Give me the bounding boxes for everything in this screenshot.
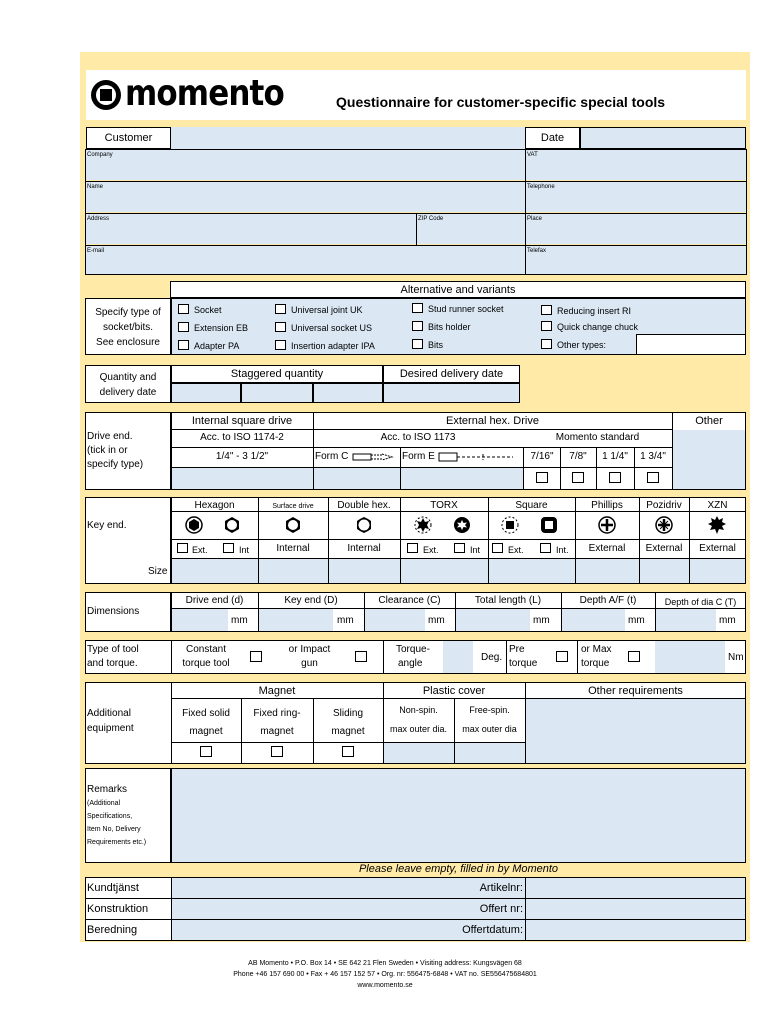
delivery-date-field[interactable]	[383, 383, 520, 403]
max-torque-checkbox[interactable]	[628, 651, 640, 662]
max-torque-label	[581, 643, 612, 671]
form-c-label: Form C	[315, 451, 349, 462]
torque-angle-line: angle	[398, 658, 423, 669]
torque-angle-field[interactable]	[443, 641, 473, 673]
square-ext-label: Ext.	[508, 545, 524, 555]
depth-af-header: Depth A/F (t)	[579, 595, 637, 606]
bits-label: Bits	[428, 340, 444, 350]
momento-standard: Momento standard	[555, 432, 640, 443]
other-drive-heading: Other	[695, 415, 723, 427]
xzn-external-label: External	[699, 543, 736, 554]
depth-af-field[interactable]	[562, 609, 625, 631]
other-drive-field[interactable]	[673, 430, 745, 489]
torque-label-line: Type of tool	[87, 644, 139, 655]
square-int-label: Int.	[556, 545, 569, 555]
torx-ext-label: Ext.	[423, 545, 439, 555]
divider	[383, 640, 384, 674]
size-7-8: 7/8"	[569, 451, 587, 462]
torque-label-line: and torque.	[87, 658, 138, 669]
universal-joint-label: Universal joint UK	[291, 305, 363, 315]
pozidriv-external-label: External	[645, 543, 683, 554]
remarks-field[interactable]	[171, 768, 746, 863]
nm-label: Nm	[728, 652, 744, 663]
fixed-ring-magnet-checkbox[interactable]	[271, 746, 283, 757]
other-types-checkbox[interactable]	[541, 339, 552, 349]
remarks-sublabel-line: (Additional	[87, 800, 121, 807]
internal-use-note: Please leave empty, filled in by Momento	[358, 863, 559, 875]
universal-socket-label: Universal socket US	[291, 323, 373, 333]
divider	[85, 245, 747, 246]
total-length-field[interactable]	[456, 609, 530, 631]
pozidriv-icon	[655, 516, 673, 534]
deg-label: Deg.	[481, 652, 503, 663]
surface-internal-label: Internal	[276, 543, 310, 554]
non-spin-line: Non-spin.	[399, 705, 438, 715]
kundtjanst-label: Kundtjänst	[87, 882, 139, 894]
company-footer	[0, 958, 770, 991]
constant-torque-label	[172, 643, 240, 671]
torx-ext-checkbox[interactable]	[407, 543, 418, 553]
max-torque-line: torque	[581, 658, 610, 669]
max-torque-line: or Max	[581, 644, 612, 655]
form-c-field[interactable]	[314, 468, 400, 489]
footer-address: AB Momento • P.O. Box 14 • SE 642 21 Flen Sweden • Visiting address: Kungsvägen 68	[248, 960, 522, 967]
quick-change-label: Quick change chuck	[557, 322, 639, 332]
socket-checkbox[interactable]	[178, 304, 189, 314]
torx-int-checkbox[interactable]	[454, 543, 465, 553]
hexagon-ext-checkbox[interactable]	[177, 543, 188, 553]
drive-label	[87, 430, 143, 472]
staggered-qty-1[interactable]	[171, 383, 241, 403]
alternatives-heading: Alternative and variants	[400, 284, 516, 296]
hexagon-int-checkbox[interactable]	[223, 543, 234, 553]
offert-nr-field[interactable]	[526, 899, 745, 919]
key-end-header: Key end (D)	[284, 595, 338, 606]
unit-mm: mm	[719, 615, 736, 626]
torque-label	[87, 643, 139, 671]
konstruktion-label: Konstruktion	[87, 903, 149, 915]
universal-socket-checkbox[interactable]	[275, 322, 286, 332]
extension-checkbox[interactable]	[178, 322, 189, 332]
company-label: Company	[87, 152, 113, 158]
pozidriv-size-field[interactable]	[640, 559, 689, 583]
name-label: Name	[87, 184, 104, 190]
torque-angle-line: Torque-	[396, 644, 430, 655]
impact-gun-label	[272, 643, 347, 671]
drive-label-line: Drive end.	[87, 431, 133, 442]
fixed-solid-magnet-checkbox[interactable]	[200, 746, 212, 757]
iso-internal: Acc. to ISO 1174-2	[200, 432, 284, 443]
hexagon-ext-label: Ext.	[192, 545, 208, 555]
double-hex-internal-label: Internal	[347, 543, 381, 554]
other-requirements-heading: Other requirements	[588, 685, 683, 697]
delivery-heading: Desired delivery date	[399, 368, 504, 380]
quantity-label-line: Quantity and	[99, 372, 157, 383]
sliding-magnet-line: Sliding	[332, 708, 364, 719]
offertdatum-field[interactable]	[526, 920, 745, 940]
divider	[560, 447, 561, 490]
impact-gun-checkbox[interactable]	[355, 651, 367, 662]
plastic-cover-heading: Plastic cover	[422, 685, 486, 697]
customer-frame	[85, 149, 747, 275]
telefax-label: Telefax	[527, 248, 547, 254]
date-heading: Date	[540, 132, 565, 144]
dimensions-label: Dimensions	[87, 606, 140, 617]
drive-end-header: Drive end (d)	[185, 595, 244, 606]
phillips-external-label: External	[588, 543, 626, 554]
brand-name: momento	[125, 73, 284, 114]
other-types-label: Other types:	[557, 340, 607, 350]
phillips-icon	[598, 516, 616, 534]
divider	[506, 640, 507, 674]
impact-gun-line: gun	[301, 658, 318, 669]
size-1-1-4: 1 1/4"	[602, 451, 628, 462]
free-spin-field[interactable]	[455, 743, 525, 763]
sliding-magnet-label	[313, 705, 383, 741]
fixed-solid-magnet-line: magnet	[189, 726, 223, 737]
customer-name-field[interactable]	[171, 127, 525, 149]
quick-change-checkbox[interactable]	[541, 321, 552, 331]
insertion-adapter-label: Insertion adapter IPA	[291, 341, 375, 351]
divider	[416, 213, 417, 245]
divider	[85, 181, 747, 182]
xzn-size-field[interactable]	[690, 559, 745, 583]
unit-mm: mm	[428, 615, 445, 626]
constant-torque-line: Constant	[185, 644, 227, 655]
double-hex-size-field[interactable]	[329, 559, 400, 583]
key-size-label: Size	[148, 566, 168, 577]
socket-label: Socket	[194, 305, 222, 315]
external-drive-heading: External hex. Drive	[446, 415, 539, 427]
hexagon-header: Hexagon	[194, 500, 235, 511]
remarks-sublabel-line: Requirements etc.)	[87, 839, 147, 846]
non-spin-field[interactable]	[384, 743, 454, 763]
form-e-field[interactable]	[401, 468, 523, 489]
depth-dia-header: Depth of dia C (T)	[664, 597, 737, 607]
internal-range: 1/4" - 3 1/2"	[215, 451, 269, 462]
free-spin-line: max outer dia	[462, 724, 517, 734]
drive-label-line: specify type)	[87, 459, 144, 470]
form-e-icon	[438, 452, 520, 462]
additional-label-line: Additional	[87, 708, 131, 719]
xzn-header: XZN	[707, 500, 728, 511]
square-int-icon	[540, 516, 558, 534]
phillips-header: Phillips	[591, 500, 623, 511]
hexagon-int-label: Int	[239, 545, 250, 555]
torx-int-label: Int	[470, 545, 481, 555]
pre-torque-line: torque	[509, 658, 538, 669]
additional-label-line: equipment	[87, 723, 134, 734]
square-size-field[interactable]	[489, 559, 575, 583]
divider	[577, 640, 578, 674]
quantity-label-line: delivery date	[99, 387, 157, 398]
clearance-header: Clearance (C)	[378, 595, 441, 606]
remarks-sublabel	[87, 797, 146, 849]
torque-angle-label	[396, 643, 430, 671]
alternatives-label-line: socket/bits.	[102, 322, 154, 333]
internal-drive-field[interactable]	[172, 468, 313, 489]
key-end-field[interactable]	[259, 609, 333, 631]
divider	[634, 447, 635, 490]
footer-phone: Phone +46 157 690 00 • Fax + 46 157 152 57 • Org. nr: 556475-6848 • VAT no. SE556475684801	[233, 971, 537, 978]
pre-torque-line: Pre	[509, 644, 525, 655]
clearance-field[interactable]	[365, 609, 425, 631]
square-header: Square	[515, 500, 548, 511]
square-ext-icon	[501, 516, 519, 534]
surface-drive-header: Surface drive	[272, 503, 314, 510]
address-label: Address	[87, 216, 110, 222]
form-c-icon	[352, 452, 398, 462]
form-e-label: Form E	[402, 451, 435, 462]
torx-header: TORX	[430, 500, 458, 511]
page-title: Questionnaire for customer-specific special tools	[336, 94, 666, 110]
brand-logo	[89, 73, 289, 114]
bits-holder-label: Bits holder	[428, 322, 471, 332]
divider	[525, 149, 526, 275]
torx-ext-icon	[414, 516, 432, 534]
remarks-sublabel-line: Item No, Delivery	[87, 826, 141, 833]
non-spin-label	[383, 701, 454, 739]
depth-dia-field[interactable]	[656, 609, 716, 631]
adapter-label: Adapter PA	[194, 341, 240, 351]
sliding-magnet-checkbox[interactable]	[342, 746, 354, 757]
non-spin-line: max outer dia.	[389, 724, 448, 734]
staggered-qty-2[interactable]	[241, 383, 313, 403]
place-label: Place	[527, 216, 543, 222]
fixed-ring-magnet-line: magnet	[260, 726, 294, 737]
artikelnr-label: Artikelnr:	[479, 882, 523, 894]
unit-mm: mm	[337, 615, 354, 626]
bits-holder-checkbox[interactable]	[412, 321, 423, 331]
unit-mm: mm	[533, 615, 550, 626]
xzn-icon	[708, 516, 726, 534]
fixed-solid-magnet-label	[171, 705, 241, 741]
divider	[171, 429, 672, 430]
zip-label: ZIP Code	[418, 216, 444, 222]
pre-torque-label	[509, 643, 537, 671]
remarks-label: Remarks	[87, 784, 128, 795]
torque-value-field[interactable]	[655, 641, 725, 673]
offertdatum-label: Offertdatum:	[462, 924, 523, 936]
adapter-checkbox[interactable]	[178, 340, 189, 350]
date-field[interactable]	[580, 127, 746, 149]
iso-external: Acc. to ISO 1173	[380, 432, 456, 443]
extension-label: Extension EB	[194, 323, 249, 333]
beredning-label: Beredning	[87, 924, 138, 936]
vat-label: VAT	[527, 152, 538, 158]
momento-logo-icon	[89, 78, 123, 112]
customer-heading: Customer	[104, 132, 153, 144]
fixed-solid-magnet-line: Fixed solid	[182, 708, 230, 719]
sliding-magnet-line: magnet	[331, 726, 365, 737]
hexagon-int-icon	[223, 516, 241, 534]
artikelnr-field[interactable]	[526, 878, 745, 898]
surface-drive-icon	[284, 516, 302, 534]
key-label: Key end.	[87, 520, 127, 531]
alternatives-label	[85, 305, 171, 350]
phillips-size-field[interactable]	[576, 559, 639, 583]
hexagon-size-field[interactable]	[172, 559, 258, 583]
size-7-8-checkbox[interactable]	[572, 472, 584, 483]
size-1-3-4-checkbox[interactable]	[647, 472, 659, 483]
torx-size-field[interactable]	[401, 559, 488, 583]
magnet-heading: Magnet	[258, 685, 296, 697]
stud-runner-checkbox[interactable]	[412, 303, 423, 313]
hexagon-ext-icon	[185, 516, 203, 534]
size-1-3-4: 1 3/4"	[640, 451, 666, 462]
surface-size-field[interactable]	[259, 559, 328, 583]
bits-checkbox[interactable]	[412, 339, 423, 349]
unit-mm: mm	[628, 615, 645, 626]
additional-label	[87, 706, 134, 736]
staggered-heading: Staggered quantity	[230, 368, 324, 380]
constant-torque-line: torque tool	[182, 658, 230, 669]
square-ext-checkbox[interactable]	[492, 543, 503, 553]
telephone-label: Telephone	[527, 184, 555, 190]
remarks-sublabel-line: Specifications,	[87, 813, 133, 820]
pre-torque-checkbox[interactable]	[556, 651, 568, 662]
staggered-qty-3[interactable]	[313, 383, 383, 403]
free-spin-label	[454, 701, 525, 739]
other-requirements-field[interactable]	[526, 699, 745, 763]
impact-gun-line: or Impact	[288, 644, 331, 655]
footer-website: www.momento.se	[357, 982, 413, 989]
alternatives-label-line: Specify type of	[95, 307, 161, 318]
torx-int-icon	[453, 516, 471, 534]
insertion-adapter-checkbox[interactable]	[275, 340, 286, 350]
email-label: E-mail	[87, 248, 105, 254]
offert-nr-label: Offert nr:	[479, 903, 523, 915]
reducing-insert-checkbox[interactable]	[541, 305, 552, 315]
double-hex-header: Double hex.	[337, 500, 391, 511]
alternatives-label-line: See enclosure	[96, 337, 160, 348]
quantity-label	[85, 370, 171, 400]
drive-label-line: (tick in or	[87, 445, 128, 456]
free-spin-line: Free-spin.	[469, 705, 510, 715]
other-types-field[interactable]	[636, 334, 746, 355]
pozidriv-header: Pozidriv	[646, 500, 682, 511]
divider	[596, 447, 597, 490]
reducing-insert-label: Reducing insert RI	[557, 306, 632, 316]
internal-drive-heading: Internal square drive	[191, 415, 293, 427]
drive-end-field[interactable]	[172, 609, 228, 631]
square-int-checkbox[interactable]	[540, 543, 551, 553]
fixed-ring-magnet-label	[241, 705, 313, 741]
universal-joint-checkbox[interactable]	[275, 304, 286, 314]
size-1-1-4-checkbox[interactable]	[609, 472, 621, 483]
double-hex-icon	[355, 516, 373, 534]
fixed-ring-magnet-line: Fixed ring-	[253, 708, 301, 719]
size-7-16-checkbox[interactable]	[536, 472, 548, 483]
constant-torque-checkbox[interactable]	[250, 651, 262, 662]
unit-mm: mm	[231, 615, 248, 626]
total-length-header: Total length (L)	[474, 595, 542, 606]
size-7-16: 7/16"	[530, 451, 554, 462]
stud-runner-label: Stud runner socket	[428, 304, 504, 314]
